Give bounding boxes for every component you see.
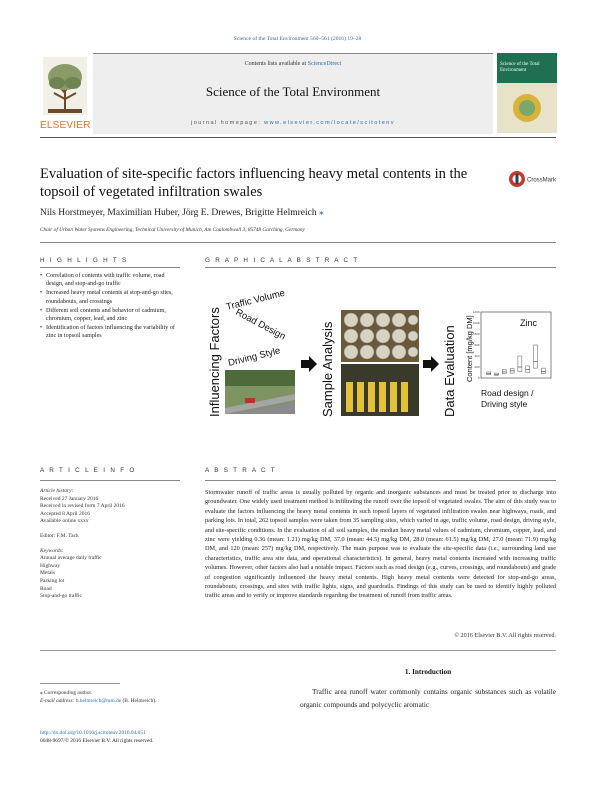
y-tick-label: 1200 [472,310,480,315]
header-rule [40,137,556,138]
keywords-label: Keywords: [40,547,64,554]
highlights-rule [40,267,180,268]
email-link[interactable]: b.helmreich@tum.de [75,697,122,704]
highlight-item: • Correlation of contents with traffic volume, road design, and stop-and-go traffic [40,272,180,288]
abstract-rule [205,480,556,481]
page-footer [40,730,340,745]
journal-homepage [93,120,493,126]
abstract-copyright: © 2016 Elsevier B.V. All rights reserved. [454,632,556,639]
box-mark [526,366,530,373]
keyword: Parking lot [40,577,65,584]
graphical-abstract-rule [205,267,556,268]
abstract-heading: A B S T R A C T [205,467,277,474]
road-photo [225,370,295,414]
footnote-rule [40,683,120,684]
chart-frame [481,312,551,378]
journal-reference[interactable]: Science of the Total Environment 560–561 (2016) 19–28 [233,36,362,42]
body-rule [40,650,556,651]
crossmark-label: CrossMark [527,177,557,184]
doi-link[interactable]: http://dx.doi.org/10.1016/j.scitotenv.2016.04.051 [40,730,146,736]
y-tick-label: 600 [474,343,480,348]
contents-line [93,61,493,67]
graphical-abstract-heading: G R A P H I C A L A B S T R A C T [205,257,359,264]
author-list [40,207,520,218]
revised-date: Received in revised form 7 April 2016 [40,503,125,510]
y-tick-label: 0 [477,376,480,381]
highlights-heading: H I G H L I G H T S [40,257,128,264]
journal-title: Science of the Total Environment [205,84,381,99]
road-design-axis-label: Road design / [481,388,534,398]
keyword: Stop-and-go traffic [40,593,82,600]
chart-ylabel: Content [mg/kg DM] [465,315,474,382]
influencing-factors-label: Influencing Factors [207,307,222,417]
cover-title: Science of the Total Environment [500,62,540,73]
sciencedirect-link[interactable]: ScienceDirect [307,61,342,67]
article-info-rule [40,480,180,481]
driving-style-axis-label: Driving style [481,399,528,409]
email-label: E-mail address: [40,697,76,704]
accepted-date: Accepted 8 April 2016 [40,510,90,517]
affiliation-rule [40,242,556,243]
flow-arrow [423,356,439,372]
authors-text: Nils Horstmeyer, Maximilian Huber, Jörg E. Drewes, Brigitte Helmreich [40,208,317,218]
chart-series-label: Zinc [520,318,538,328]
keyword: Highway [40,562,61,569]
introduction-heading: 1. Introduction [404,668,452,676]
affiliation: Chair of Urban Water Systems Engineering, Technical University of Munich, Am Coulombwall 3, 85748 Garching, Germany [40,227,305,233]
y-tick-label: 800 [474,332,480,337]
highlight-item: • Increased heavy metal contents at stop-and-go sites, roundabouts, and crossings [40,289,180,305]
article-title: Evaluation of site-specific factors influencing heavy metal contents in the topsoil of vegetated infiltration swales [40,166,468,200]
y-tick-label: 1000 [472,321,480,326]
corresponding-author-mark[interactable]: ⁎ [319,208,324,218]
graphical-abstract-figure [205,282,555,422]
sample-analysis-label: Sample Analysis [320,321,335,417]
editor: Editor: F.M. Tack [40,532,79,539]
keyword: Annual average daily traffic [40,555,102,562]
issn-line: 0048-9697/© 2016 Elsevier B.V. All rights reserved. [40,737,154,744]
box-mark [518,356,522,371]
box-mark [541,368,545,374]
keyword: Road [40,585,52,592]
crossmark-badge[interactable] [508,168,557,190]
elsevier-wordmark: ELSEVIER [40,120,91,131]
data-evaluation-label: Data Evaluation [442,325,457,417]
corresponding-author-note: ⁎ Corresponding author. [40,690,93,696]
box-mark [502,370,506,374]
box-mark [487,372,491,375]
article-info-heading: A R T I C L E I N F O [40,467,137,474]
zinc-box-chart [473,310,551,380]
highlights-list [40,272,180,342]
sample-vials-photo [341,364,419,416]
abstract-text: Stormwater runoff of traffic areas is usually polluted by organic and inorganic substances and must be treated prior to discharge into groundwater. One widely used treatment method is infiltrating the runoff over the topsoil of vegetated swales. The aim of this study was to evaluate the factors influencing the heavy metal contents in such topsoil layers of vegetated infiltration swales near highways, roads, and parking lots. In total, 262 topsoil samples were taken from 35 sampling sites, which varied in age, traffic volume, road design, driving style, and site-specific conditions. In the evaluation of all soil samples, the median heavy metal values of cadmium, chromium, copper, lead, and zinc were yielding 0.36 (mean: 1.21) mg/kg DM, 37.0 (mean: 44.5) mg/kg DM, 28.0 (mean: 61.5) mg/kg DM, 27.0 (mean: 71.9) mg/kg DM, and 120 (mean: 257) mg/kg DM, respectively. The main purpose was to evaluate the site-specific data (i.e., surrounding land use characteristics, traffic area site data, and operational characteristics). In general, heavy metal contents increased with increasing traffic volumes. However, other factors also had a notable impact. Factors such as road design (e.g., curves, crossings, and roundabouts) and grade of congestion significantly influenced the heavy metal contents. High heavy metal contents were detected for stop-and-go areas, roundabouts, crossings, and sites with traffic lights, signs, and guardrails. Findings of this study can be used to identify highly polluted traffic areas and to verify or improve standards regarding the treatment of runoff from traffic areas. [205,489,556,600]
history-label: Article history: [40,488,74,494]
email-suffix: (B. Helmreich). [121,697,157,704]
box-mark [495,373,499,375]
highlight-item: • Different soil contents and behavior of cadmium, chromium, copper, lead, and zinc [40,307,180,323]
flow-arrow [301,356,317,372]
footnote [40,690,280,705]
keyword: Metals [40,570,55,577]
introduction-text: Traffic area runoff water commonly contains organic substances such as volatile organic compounds and polycyclic aromatic [300,687,556,709]
highlight-item: • Identification of factors influencing the variability of zinc in topsoil samples [40,324,180,340]
online-date: Available online xxxx [40,518,89,525]
y-tick-label: 200 [474,365,480,370]
road-design-label: Road Design [233,306,288,343]
driving-style-label: Driving Style [227,345,282,369]
homepage-prefix: journal homepage: [191,120,265,126]
contents-prefix: Contents lists available at [244,61,308,67]
y-tick-label: 400 [474,354,480,359]
article-info [40,488,180,601]
homepage-link[interactable]: www.elsevier.com/locate/scitotenv [264,120,395,126]
box-mark [533,345,537,368]
sample-dishes-photo [341,310,419,362]
received-date: Received 27 January 2016 [40,495,99,502]
traffic-volume-label: Traffic Volume [225,287,287,313]
